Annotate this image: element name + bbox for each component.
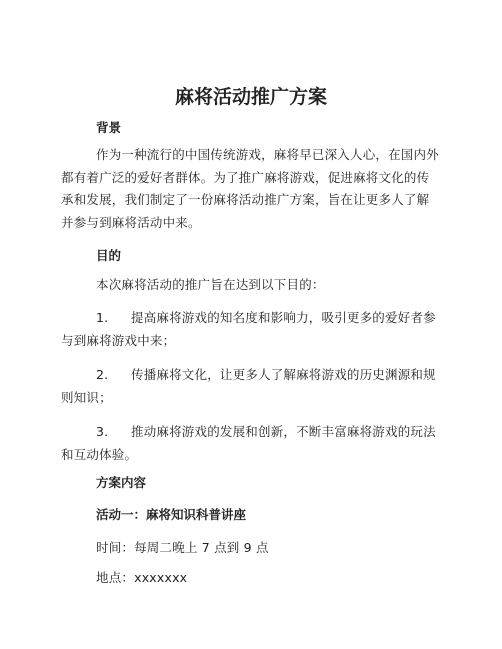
goal-item-text: 传播麻将文化，让更多人了解麻将游戏的历史渊源和规则知识；: [61, 367, 436, 405]
goal-item-number: 1.: [96, 310, 109, 325]
activity-location: 地点：xxxxxxx: [96, 570, 188, 585]
goal-item-text: 提高麻将游戏的知名度和影响力，吸引更多的爱好者参与到麻将游戏中来；: [61, 310, 436, 348]
section-heading-background: 背景: [96, 120, 122, 135]
activity-time: 时间：每周二晚上 7 点到 9 点: [96, 540, 269, 555]
activity-heading: 活动一：麻将知识科普讲座: [96, 507, 247, 522]
background-paragraph: 作为一种流行的中国传统游戏，麻将早已深入人心，在国内外都有着广泛的爱好者群体。为了推广麻将游戏，促进麻将文化的传承和发展，我们制定了一份麻将活动推广方案，旨在让更多人了解并参与到麻将活动中来。: [61, 147, 439, 230]
section-heading-plan: 方案内容: [96, 475, 147, 490]
section-heading-goals: 目的: [96, 248, 122, 263]
document-title: 麻将活动推广方案: [174, 86, 327, 108]
goal-item-2: [61, 364, 439, 409]
goal-item-1: [61, 307, 439, 352]
goal-item-3: [61, 421, 439, 466]
goal-item-text: 推动麻将游戏的发展和创新，不断丰富麻将游戏的玩法和互动体验。: [61, 424, 436, 462]
goal-item-number: 2.: [96, 367, 109, 382]
goal-item-number: 3.: [96, 424, 109, 439]
goals-intro: 本次麻将活动的推广旨在达到以下目的：: [96, 277, 325, 292]
